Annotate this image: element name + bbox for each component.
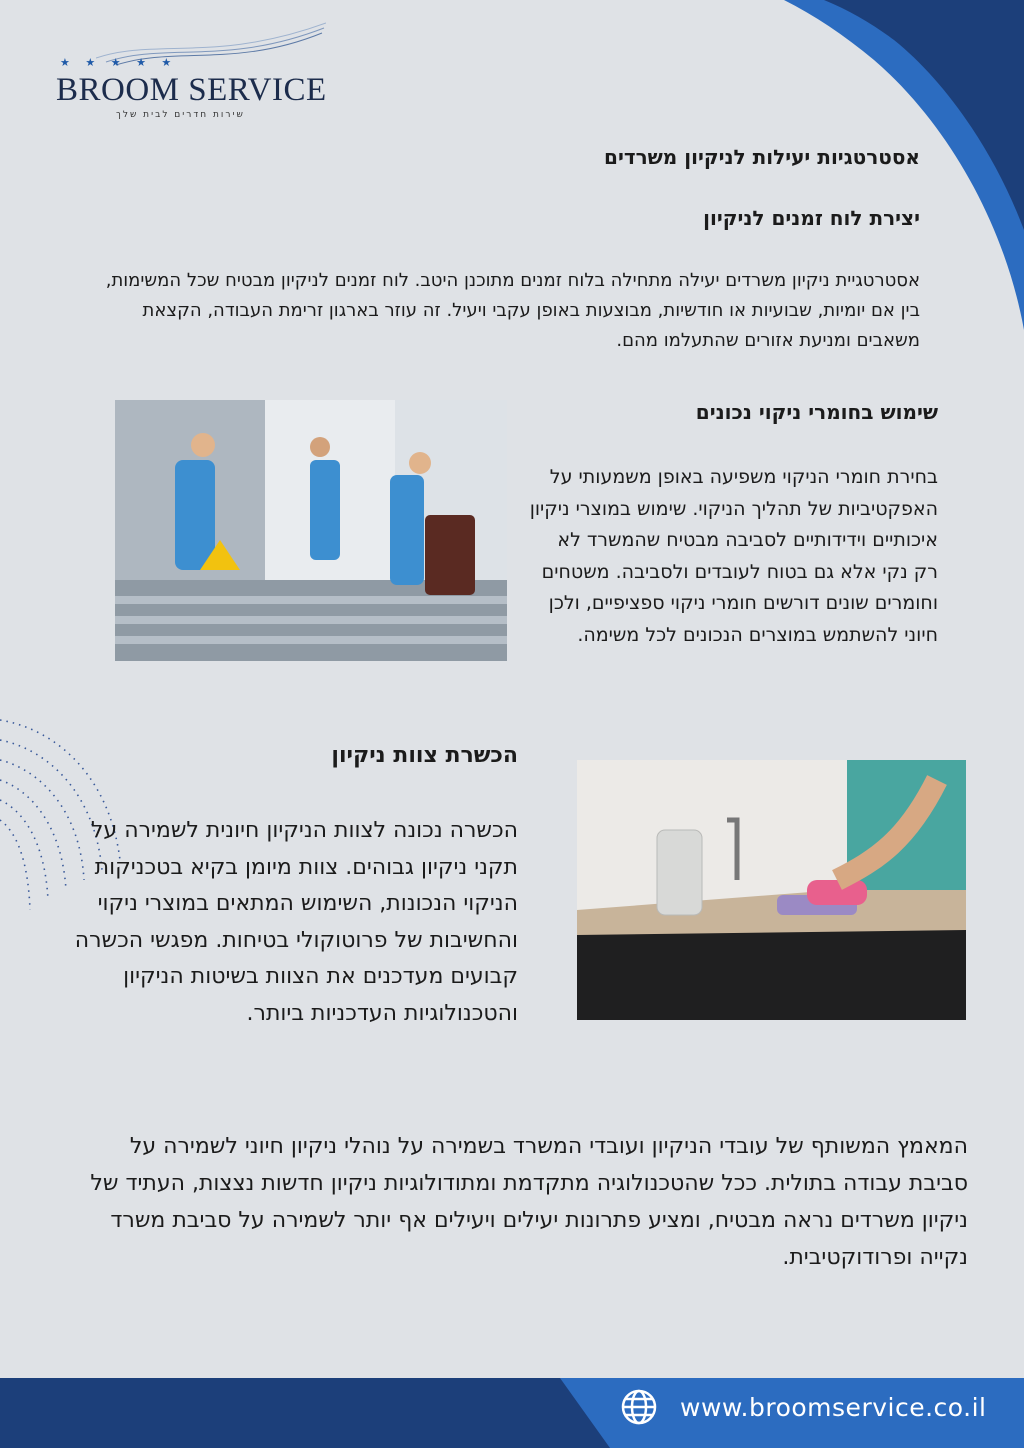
logo-tagline: שירות חדרים לבית שלך	[116, 110, 245, 120]
kitchen-wiping-photo	[577, 760, 966, 1020]
globe-icon	[620, 1388, 658, 1426]
section-heading-materials: שימוש בחומרי ניקוי נכונים	[695, 400, 938, 424]
website-link[interactable]: www.broomservice.co.il	[680, 1393, 987, 1422]
closing-paragraph: המאמץ המשותף של עובדי הניקיון ועובדי המשרד בשמירה על נוהלי ניקיון חיוני לשמירה על סביבת עבודה בתולית. ככל שהטכנולוגיה מתקדמת ומתודולוגיות ניקיון חדשות נצצות, העתיד של ניקיון משרדים נראה מבטיח, ומציע פתרונות יעילים ויעילים אף יותר לשמירה על סביבת משרד נקייה ופרודוקטיבית.	[90, 1134, 968, 1270]
section-heading-schedule: יצירת לוח זמנים לניקיון	[703, 206, 920, 230]
section-text-schedule: אסטרטגיית ניקיון משרדים יעילה מתחילה בלוח זמנים מתוכנן היטב. לוח זמנים לניקיון מבטיח שכל המשימות, בין אם יומיות, שבועיות או חודשיות, מבוצעות באופן עקבי ויעיל. זה עוזר בארגון זרימת העבודה, הקצאת משאבים ומניעת אזורים שהתעלמו מהם.	[105, 270, 920, 351]
logo-stars: ★ ★ ★ ★ ★	[60, 56, 178, 69]
section-text-team: הכשרה נכונה לצוות הניקיון חיונית לשמירה על תקני ניקיון גבוהים. צוות מיומן בקיא בטכניקות הניקוי הנכונות, השימוש המתאים במוצרי ניקוי והחשיבות של פרוטוקולי בטיחות. מפגשי הכשרה קבועים מעדכנים את הצוות בשיטות הניקיון והטכנולוגיות העדכניות ביותר.	[74, 818, 518, 1026]
logo-wordmark: BROOM SERVICE	[56, 72, 327, 108]
cleaners-stairs-photo	[115, 400, 507, 661]
brand-logo[interactable]	[56, 18, 326, 128]
page-title: אסטרטגיות יעילות לניקיון משרדים	[604, 145, 920, 169]
section-text-materials: בחירת חומרי הניקוי משפיעה באופן משמעותי על האפקטיביות של תהליך הניקוי. שימוש במוצרי ניקיון איכותיים וידידותיים לסביבה מבטיח שהמשרד לא רק נקי אלא גם בטוח לעובדים ולסביבה. משטחים וחומרים שונים דורשים חומרי ניקוי ספציפיים, ולכן חיוני להשתמש במוצרים הנכונים לכל משימה.	[529, 466, 938, 646]
section-heading-team: הכשרת צוות ניקיון	[331, 743, 518, 768]
